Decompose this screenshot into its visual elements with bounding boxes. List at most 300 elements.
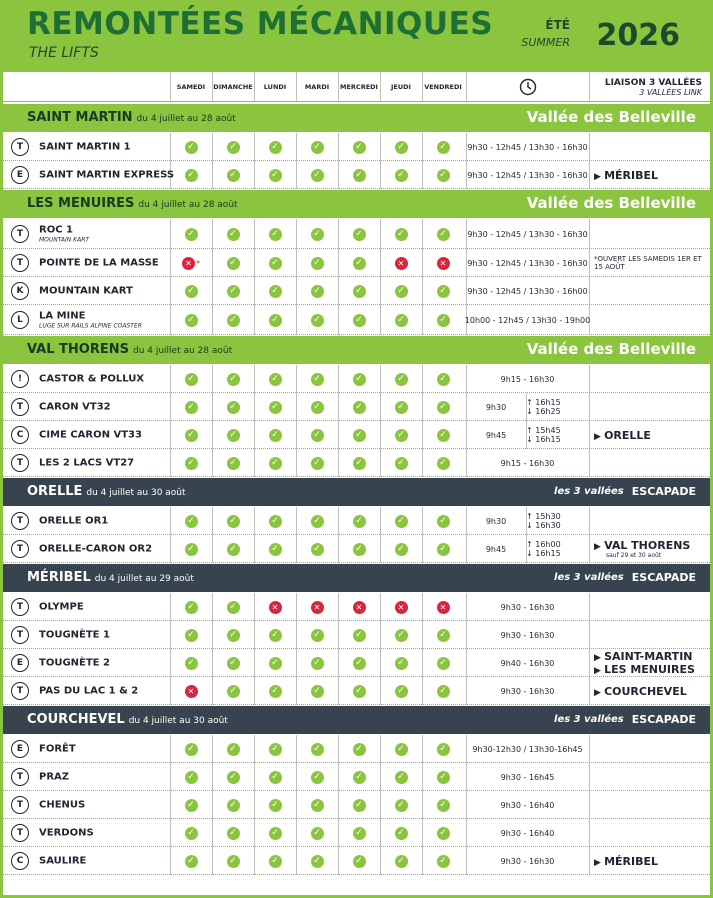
day-status [170, 305, 212, 335]
day-status [170, 847, 212, 875]
open-check-icon: ✓ [227, 685, 240, 698]
lift-name: SAINT MARTIN 1 [39, 141, 131, 153]
open-check-icon: ✓ [437, 771, 450, 784]
open-check-icon: ✓ [353, 855, 366, 868]
opening-hours: 9h30 - 16h40 [500, 800, 555, 810]
day-status [212, 507, 254, 535]
day-label: MERCREDI [340, 83, 378, 91]
page-title: REMONTÉES MÉCANIQUES [27, 6, 494, 42]
link-destination: ▶ VAL THORENS [594, 539, 710, 552]
open-check-icon: ✓ [185, 543, 198, 556]
clock-icon [466, 72, 589, 102]
section-name: SAINT MARTIN du 4 juillet au 28 août [27, 110, 236, 125]
day-status [212, 649, 254, 677]
day-status [254, 819, 296, 847]
opening-hours: 9h15 - 16h30 [500, 374, 555, 384]
open-check-icon: ✓ [311, 543, 324, 556]
row-divider [3, 476, 710, 477]
day-status [212, 421, 254, 449]
row-divider [3, 188, 710, 189]
section-header [3, 190, 710, 218]
open-check-icon: ✓ [353, 657, 366, 670]
day-status [380, 421, 422, 449]
open-check-icon: ✓ [311, 401, 324, 414]
last-up: ↑ 15h45 [526, 425, 561, 435]
day-status [422, 219, 464, 249]
day-status [422, 133, 464, 161]
link-cell [589, 649, 710, 677]
link-destination: ▶ COURCHEVEL [594, 685, 710, 698]
les-3-vallees-logo: les 3 vallées [554, 486, 624, 497]
open-check-icon: ✓ [269, 285, 282, 298]
day-header-dimanche [212, 72, 254, 102]
day-status [422, 277, 464, 305]
day-status [254, 277, 296, 305]
open-check-icon: ✓ [227, 515, 240, 528]
open-check-icon: ✓ [395, 285, 408, 298]
link-destination: ▶ ORELLE [594, 429, 710, 442]
lift-name: LES 2 LACS VT27 [39, 457, 135, 469]
day-status [212, 677, 254, 705]
day-status [212, 219, 254, 249]
open-check-icon: ✓ [353, 141, 366, 154]
lift-name: ORELLE OR1 [39, 515, 109, 527]
day-status [170, 593, 212, 621]
day-status [296, 507, 338, 535]
day-status [380, 507, 422, 535]
day-status [338, 133, 380, 161]
day-status [380, 365, 422, 393]
opening-hours: 9h30 - 16h30 [500, 602, 555, 612]
day-label: VENDREDI [424, 83, 462, 91]
day-status [380, 449, 422, 477]
open-check-icon: ✓ [227, 827, 240, 840]
day-label: MARDI [304, 83, 330, 91]
link-destination: ▶ SAINT-MARTIN [594, 650, 710, 663]
link-cell [589, 763, 710, 791]
section-name: LES MENUIRES du 4 juillet au 28 août [27, 196, 238, 211]
open-check-icon: ✓ [269, 141, 282, 154]
lift-row [3, 847, 710, 875]
open-check-icon: ✓ [353, 314, 366, 327]
lift-row [3, 219, 710, 249]
day-status [338, 365, 380, 393]
column-divider [526, 393, 527, 421]
open-check-icon: ✓ [311, 855, 324, 868]
day-status [212, 161, 254, 189]
open-check-icon: ✓ [269, 827, 282, 840]
day-status [296, 133, 338, 161]
lift-subname: LUGE SUR RAILS ALPINE COASTER [39, 322, 142, 330]
day-status [422, 535, 464, 563]
open-check-icon: ✓ [353, 799, 366, 812]
lift-name: OLYMPE [39, 601, 84, 613]
vallee-belleville-logo: Vallée des Belleville [526, 340, 696, 358]
open-check-icon: ✓ [311, 169, 324, 182]
day-status [296, 277, 338, 305]
lift-type-icon: C [11, 426, 29, 444]
lift-type-icon: T [11, 598, 29, 616]
open-check-icon: ✓ [437, 141, 450, 154]
day-status [296, 593, 338, 621]
open-check-icon: ✓ [227, 601, 240, 614]
link-header [589, 72, 710, 102]
section-header [3, 336, 710, 364]
day-status [296, 305, 338, 335]
day-status [338, 277, 380, 305]
link-cell [589, 277, 710, 305]
day-status [338, 791, 380, 819]
link-cell [589, 819, 710, 847]
lift-row [3, 677, 710, 705]
day-status [422, 161, 464, 189]
opening-hours: 9h30-12h30 / 13h30-16h45 [472, 744, 583, 754]
open-check-icon: ✓ [185, 228, 198, 241]
day-status [338, 219, 380, 249]
lift-type-icon: T [11, 138, 29, 156]
open-check-icon: ✓ [269, 771, 282, 784]
link-cell [589, 677, 710, 705]
day-status [254, 249, 296, 277]
open-check-icon: ✓ [227, 657, 240, 670]
open-check-icon: ✓ [227, 141, 240, 154]
opening-hours [466, 535, 589, 563]
open-check-icon: ✓ [437, 401, 450, 414]
lift-row [3, 393, 710, 421]
lift-row [3, 507, 710, 535]
open-check-icon: ✓ [185, 429, 198, 442]
lift-name: LA MINE LUGE SUR RAILS ALPINE COASTER [39, 310, 142, 330]
lift-type-icon: T [11, 682, 29, 700]
open-check-icon: ✓ [269, 629, 282, 642]
open-check-icon: ✓ [227, 457, 240, 470]
day-status [170, 219, 212, 249]
section-name: MÉRIBEL du 4 juillet au 29 août [27, 570, 194, 585]
open-check-icon: ✓ [395, 169, 408, 182]
lift-row [3, 593, 710, 621]
section-name: VAL THORENS du 4 juillet au 28 août [27, 342, 233, 357]
escapade-brand [554, 713, 696, 726]
open-check-icon: ✓ [353, 515, 366, 528]
lift-name: SAINT MARTIN EXPRESS [39, 169, 175, 181]
open-check-icon: ✓ [395, 314, 408, 327]
day-status [296, 763, 338, 791]
lift-row [3, 305, 710, 335]
open-check-icon: ✓ [227, 257, 240, 270]
open-check-icon: ✓ [395, 827, 408, 840]
lift-type-icon: T [11, 796, 29, 814]
link-note: sauf 29 et 30 août [606, 552, 662, 559]
open-check-icon: ✓ [437, 685, 450, 698]
day-status [380, 649, 422, 677]
open-check-icon: ✓ [437, 169, 450, 182]
day-status [422, 249, 464, 277]
header-banner [3, 0, 710, 72]
last-down: ↓ 16h15 [526, 549, 561, 558]
link-header-subtitle: 3 VALLÉES LINK [639, 87, 702, 97]
lift-name: ROC 1 MOUNTAIN KART [39, 224, 90, 244]
lift-row [3, 649, 710, 677]
last-down: ↓ 16h30 [526, 521, 561, 530]
open-check-icon: ✓ [269, 743, 282, 756]
lift-type-icon: T [11, 512, 29, 530]
day-status [422, 791, 464, 819]
link-destination: ▶ LES MENUIRES [594, 663, 710, 676]
day-status [170, 621, 212, 649]
link-cell [589, 449, 710, 477]
opening-hours: 9h30 - 16h40 [500, 828, 555, 838]
vallee-belleville-logo: Vallée des Belleville [526, 194, 696, 212]
link-cell [589, 133, 710, 161]
day-status [170, 677, 212, 705]
day-status [170, 735, 212, 763]
day-status [296, 535, 338, 563]
lift-name: CARON VT32 [39, 401, 111, 413]
last-up: ↑ 16h15 [526, 397, 561, 407]
day-status [254, 449, 296, 477]
day-status [254, 133, 296, 161]
day-status [212, 791, 254, 819]
lift-row [3, 249, 710, 277]
last-up: ↑ 16h00 [526, 539, 561, 549]
opening-hours: 9h30 - 16h30 [500, 686, 555, 696]
open-check-icon: ✓ [437, 429, 450, 442]
lift-row [3, 449, 710, 477]
day-status [338, 507, 380, 535]
day-label: DIMANCHE [213, 83, 253, 91]
day-status [422, 421, 464, 449]
open-check-icon: ✓ [227, 743, 240, 756]
lift-type-icon: ! [11, 370, 29, 388]
day-status [296, 649, 338, 677]
last-departures [526, 393, 589, 421]
vallee-belleville-logo: Vallée des Belleville [526, 108, 696, 126]
open-check-icon: ✓ [437, 373, 450, 386]
day-status [422, 507, 464, 535]
day-header-lundi [254, 72, 296, 102]
day-status [338, 735, 380, 763]
link-cell [589, 507, 710, 535]
day-status [380, 277, 422, 305]
opening-hours: 9h30 - 16h45 [500, 772, 555, 782]
open-check-icon: ✓ [353, 401, 366, 414]
open-check-icon: ✓ [311, 285, 324, 298]
open-check-icon: ✓ [353, 257, 366, 270]
day-status [254, 593, 296, 621]
day-status [212, 277, 254, 305]
day-status [338, 593, 380, 621]
open-check-icon: ✓ [227, 228, 240, 241]
open-check-icon: ✓ [269, 373, 282, 386]
link-cell [589, 161, 710, 189]
last-departures [526, 421, 589, 449]
open-check-icon: ✓ [269, 257, 282, 270]
open-check-icon: ✓ [185, 799, 198, 812]
lift-name: CHENUS [39, 799, 86, 811]
day-status [380, 535, 422, 563]
open-check-icon: ✓ [311, 799, 324, 812]
link-cell [589, 219, 710, 249]
day-status [212, 593, 254, 621]
day-status [380, 133, 422, 161]
day-status [338, 819, 380, 847]
day-status [422, 593, 464, 621]
opening-hours: 9h30 - 16h30 [500, 630, 555, 640]
day-status [170, 161, 212, 189]
opening-hours [466, 507, 589, 535]
open-check-icon: ✓ [269, 457, 282, 470]
section-header [3, 564, 710, 592]
row-divider [3, 874, 710, 875]
day-header-vendredi [422, 72, 464, 102]
day-status [296, 847, 338, 875]
open-check-icon: ✓ [227, 401, 240, 414]
open-check-icon: ✓ [185, 141, 198, 154]
closed-x-icon: ✕ [311, 601, 324, 614]
day-status [296, 621, 338, 649]
day-status [170, 449, 212, 477]
open-check-icon: ✓ [311, 257, 324, 270]
les-3-vallees-logo: les 3 vallées [554, 714, 624, 725]
open-check-icon: ✓ [395, 429, 408, 442]
lift-name: FORÊT [39, 743, 76, 755]
day-status [170, 421, 212, 449]
open-check-icon: ✓ [311, 429, 324, 442]
day-status [380, 819, 422, 847]
day-status [338, 763, 380, 791]
day-status [296, 677, 338, 705]
open-check-icon: ✓ [353, 629, 366, 642]
open-check-icon: ✓ [395, 855, 408, 868]
link-cell [589, 735, 710, 763]
open-check-icon: ✓ [437, 629, 450, 642]
lift-type-icon: C [11, 852, 29, 870]
link-header-title: LIAISON 3 VALLÉES [604, 77, 702, 88]
lift-subname: MOUNTAIN KART [39, 236, 90, 244]
link-cell [589, 621, 710, 649]
open-check-icon: ✓ [311, 515, 324, 528]
link-cell [589, 393, 710, 421]
day-status [254, 219, 296, 249]
section-header [3, 706, 710, 734]
lift-name: ORELLE-CARON OR2 [39, 543, 153, 555]
lift-name: VERDONS [39, 827, 94, 839]
open-check-icon: ✓ [353, 373, 366, 386]
open-check-icon: ✓ [269, 799, 282, 812]
day-status [422, 819, 464, 847]
open-check-icon: ✓ [395, 515, 408, 528]
lift-type-icon: T [11, 254, 29, 272]
day-status [380, 161, 422, 189]
day-header-jeudi [380, 72, 422, 102]
opening-hours: 9h30 - 12h45 / 13h30 - 16h30 [467, 142, 588, 152]
open-check-icon: ✓ [185, 771, 198, 784]
open-check-icon: ✓ [185, 401, 198, 414]
day-status [170, 819, 212, 847]
day-status [296, 421, 338, 449]
open-check-icon: ✓ [353, 169, 366, 182]
open-check-icon: ✓ [185, 314, 198, 327]
link-cell [589, 593, 710, 621]
day-status [212, 735, 254, 763]
open-check-icon: ✓ [395, 685, 408, 698]
day-status [254, 791, 296, 819]
open-check-icon: ✓ [185, 657, 198, 670]
link-cell [589, 847, 710, 875]
lift-name: MOUNTAIN KART [39, 285, 133, 297]
open-check-icon: ✓ [395, 373, 408, 386]
open-check-icon: ✓ [353, 543, 366, 556]
open-check-icon: ✓ [185, 855, 198, 868]
open-check-icon: ✓ [269, 855, 282, 868]
open-check-icon: ✓ [353, 743, 366, 756]
open-check-icon: ✓ [311, 457, 324, 470]
open-check-icon: ✓ [311, 827, 324, 840]
open-check-icon: ✓ [269, 429, 282, 442]
day-status [254, 393, 296, 421]
day-status [380, 593, 422, 621]
row-divider [3, 562, 710, 563]
lift-type-icon: T [11, 768, 29, 786]
day-label: JEUDI [391, 83, 411, 91]
open-check-icon: ✓ [395, 401, 408, 414]
open-check-icon: ✓ [269, 169, 282, 182]
day-status [212, 365, 254, 393]
open-check-icon: ✓ [437, 515, 450, 528]
lift-type-icon: T [11, 824, 29, 842]
section-header [3, 478, 710, 506]
open-check-icon: ✓ [395, 771, 408, 784]
day-status [296, 791, 338, 819]
day-status [380, 393, 422, 421]
open-check-icon: ✓ [353, 457, 366, 470]
day-status [338, 677, 380, 705]
open-check-icon: ✓ [269, 657, 282, 670]
day-status [170, 535, 212, 563]
lift-type-icon: E [11, 166, 29, 184]
open-check-icon: ✓ [437, 743, 450, 756]
day-status [212, 393, 254, 421]
opening-hours: 9h30 - 16h30 [500, 856, 555, 866]
opening-hours: 9h40 - 16h30 [500, 658, 555, 668]
open-check-icon: ✓ [227, 629, 240, 642]
day-status [380, 621, 422, 649]
lift-row [3, 161, 710, 189]
open-check-icon: ✓ [311, 629, 324, 642]
row-divider [3, 334, 710, 335]
day-label: SAMEDI [176, 83, 206, 91]
open-check-icon: ✓ [395, 799, 408, 812]
open-check-icon: ✓ [227, 771, 240, 784]
open-check-icon: ✓ [227, 314, 240, 327]
last-up: ↑ 15h30 [526, 511, 561, 521]
open-check-icon: ✓ [227, 799, 240, 812]
year-label: 2026 [596, 18, 680, 53]
day-status [380, 847, 422, 875]
season-label: ÉTÉ [545, 18, 570, 32]
day-status [254, 305, 296, 335]
opening-hours: 9h30 - 12h45 / 13h30 - 16h30 [467, 170, 588, 180]
link-cell [589, 421, 710, 449]
lift-type-icon: E [11, 740, 29, 758]
open-check-icon: ✓ [185, 515, 198, 528]
section-name: ORELLE du 4 juillet au 30 août [27, 484, 186, 499]
day-status [212, 449, 254, 477]
day-status [338, 449, 380, 477]
first-departure: 9h30 [485, 516, 507, 526]
open-check-icon: ✓ [185, 457, 198, 470]
day-status [380, 249, 422, 277]
